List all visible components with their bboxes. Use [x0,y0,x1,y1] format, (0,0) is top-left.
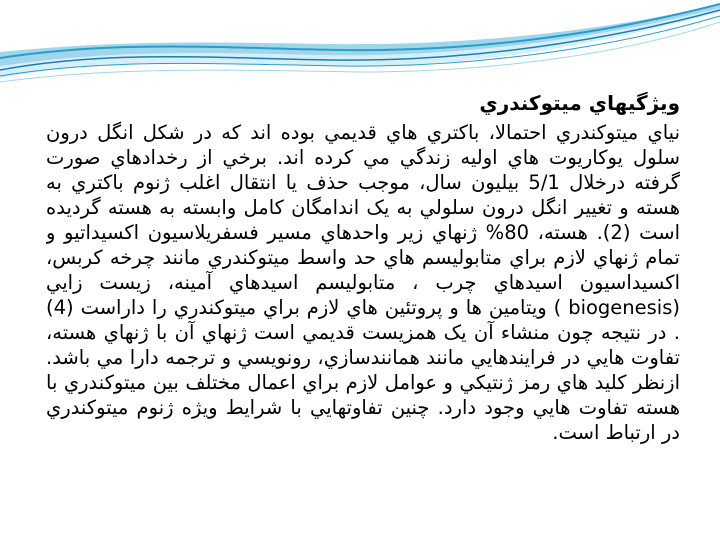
slide-title: ويژگيهاي ميتوکندري [479,91,680,115]
slide-paragraph: نياي ميتوکندري احتمالا، باکتري هاي قديمي بوده اند که در شکل انگل درون سلول يوکاريوت هاي اوليه زندگي مي کرده اند. برخي از رخدادهاي صورت گرفته درخلال 5/1 بيليون سال، موجب حذف يا انتقال اغلب ژنوم باکتري به هسته و تغيير انگل درون سلولي به يک اندامگان کامل وابسته به هسته گرديده است (2). هسته، 80% ژنهاي زير واحدهاي مسير فسفريلاسيون اکسيداتيو و تمام ژنهاي لازم براي متابوليسم هاي حد واسط ميتوکندري مانند چرخه کربس، اکسيداسيون اسيدهاي چرب ، متابوليسم اسيدهاي آمينه، زيست زايي (biogenesis ) ويتامين ها و پروتئين هاي لازم براي ميتوکندري را داراست (4) . در نتيجه چون منشاء آن يک همزيست قديمي است ژنهاي آن با ژنهاي هسته، تفاوت هايي در فرايندهايي مانند همانندسازي، رونويسي و ترجمه دارا مي باشد. ازنظر کليد هاي رمز ژنتيکي و عوامل لازم براي اعمال مختلف بين ميتوکندري با هسته تفاوت هايي وجود دارد. چنين تفاوتهايي با شرايط ويژه ژنوم ميتوکندري در ارتباط است. [46,121,680,444]
slide-content [46,88,680,540]
header-wave-decoration [0,0,720,90]
